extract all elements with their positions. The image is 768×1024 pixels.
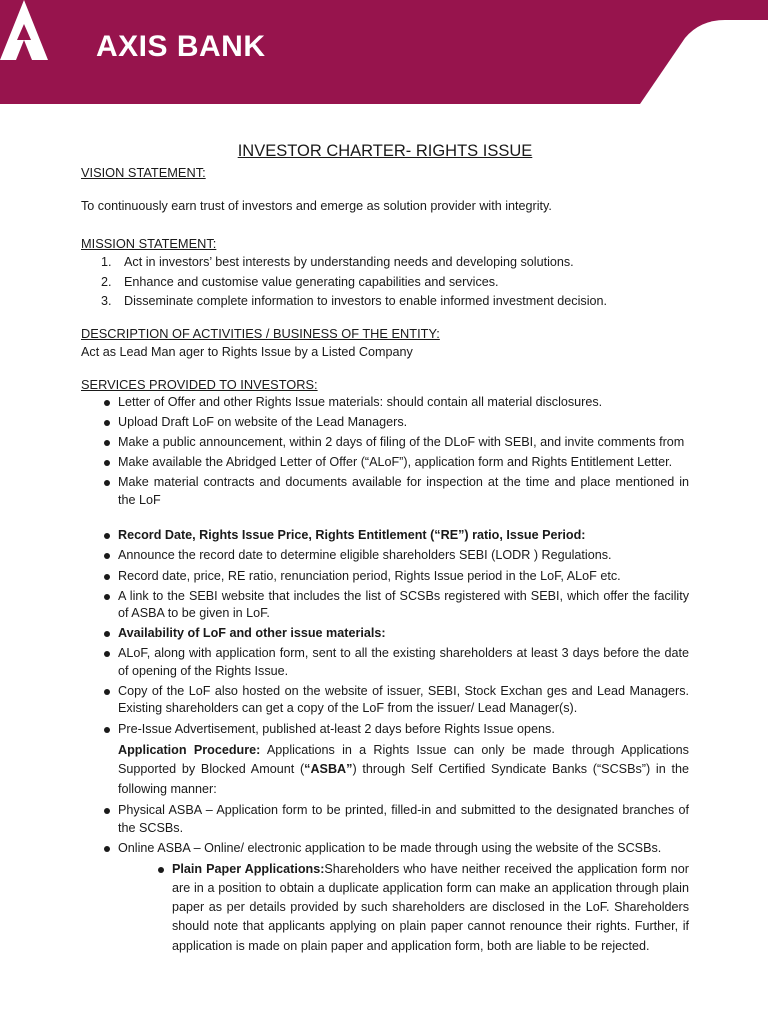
list-item: Make material contracts and documents available for inspection at the time and place mentioned in the LoF bbox=[103, 474, 689, 509]
mission-heading: MISSION STATEMENT: bbox=[81, 235, 217, 251]
list-item: Make available the Abridged Letter of Offer (“ALoF”), application form and Rights Entitlement Letter. bbox=[103, 454, 689, 472]
vision-heading: VISION STATEMENT: bbox=[81, 164, 206, 180]
list-item: Upload Draft LoF on website of the Lead Managers. bbox=[103, 414, 689, 432]
brand-name: AXIS BANK bbox=[96, 30, 266, 63]
activities-text: Act as Lead Man ager to Rights Issue by a Listed Company bbox=[81, 345, 413, 359]
list-item: 2. Enhance and customise value generating capabilities and services. bbox=[101, 274, 499, 289]
list-item: 3. Disseminate complete information to investors to enable informed investment decision. bbox=[101, 294, 607, 308]
list-item: Online ASBA – Online/ electronic application to be made through using the website of the SCSBs. bbox=[103, 840, 689, 858]
procedure-list bbox=[81, 802, 689, 857]
activities-heading: DESCRIPTION OF ACTIVITIES / BUSINESS OF THE ENTITY: bbox=[81, 325, 440, 341]
list-item: Record date, price, RE ratio, renunciation period, Rights Issue period in the LoF, ALoF etc. bbox=[103, 568, 689, 586]
record-heading: Record Date, Rights Issue Price, Rights Entitlement (“RE”) ratio, Issue Period: bbox=[103, 527, 689, 545]
list-item: Copy of the LoF also hosted on the website of issuer, SEBI, Stock Exchan ges and Lead Managers. Existing shareholders can get a copy of the LoF from the issuer/ Lead Manager(s). bbox=[103, 683, 689, 718]
list-item: Announce the record date to determine eligible shareholders SEBI (LODR ) Regulations. bbox=[103, 547, 689, 565]
document-body bbox=[81, 142, 689, 956]
plain-paper-list bbox=[81, 860, 689, 956]
list-item: Letter of Offer and other Rights Issue materials: should contain all material disclosures. bbox=[103, 394, 689, 412]
list-item: Make a public announcement, within 2 days of filing of the DLoF with SEBI, and invite comments from bbox=[103, 434, 689, 452]
list-item: A link to the SEBI website that includes the list of SCSBs registered with SEBI, which offer the facility of ASBA to be given in LoF. bbox=[103, 588, 689, 623]
page-header bbox=[0, 0, 768, 104]
mission-list bbox=[81, 253, 689, 312]
axis-logo-icon bbox=[0, 0, 48, 60]
record-list bbox=[81, 527, 689, 738]
services-list bbox=[81, 394, 689, 509]
availability-heading: Availability of LoF and other issue materials: bbox=[103, 625, 689, 643]
services-heading: SERVICES PROVIDED TO INVESTORS: bbox=[81, 376, 318, 392]
list-item: Pre-Issue Advertisement, published at-least 2 days before Rights Issue opens. bbox=[103, 721, 689, 739]
vision-text: To continuously earn trust of investors and emerge as solution provider with integrity. bbox=[81, 199, 552, 213]
application-procedure: Application Procedure: Applications in a Rights Issue can only be made through Applications Supported by Blocked Amount (“ASBA”) through Self Certified Syndicate Banks (“SCSBs”) in the following manner: bbox=[118, 742, 689, 796]
list-item: ALoF, along with application form, sent to all the existing shareholders at least 3 days before the date of opening of the Rights Issue. bbox=[103, 645, 689, 680]
list-item: 1. Act in investors’ best interests by understanding needs and developing solutions. bbox=[101, 255, 574, 269]
list-item: Plain Paper Applications:Shareholders who have neither received the application form nor are in a position to obtain a duplicate application form can make an application through plain paper as per details provided by such shareholders are disclosed in the LoF. Shareholders should note that applicants applying on plain paper cannot renounce their rights. Further, if application is made on plain paper and application form, both are liable to be rejected. bbox=[156, 860, 689, 956]
document-title: INVESTOR CHARTER- RIGHTS ISSUE bbox=[237, 142, 533, 160]
list-item: Physical ASBA – Application form to be printed, filled-in and submitted to the designated branches of the SCSBs. bbox=[103, 802, 689, 837]
